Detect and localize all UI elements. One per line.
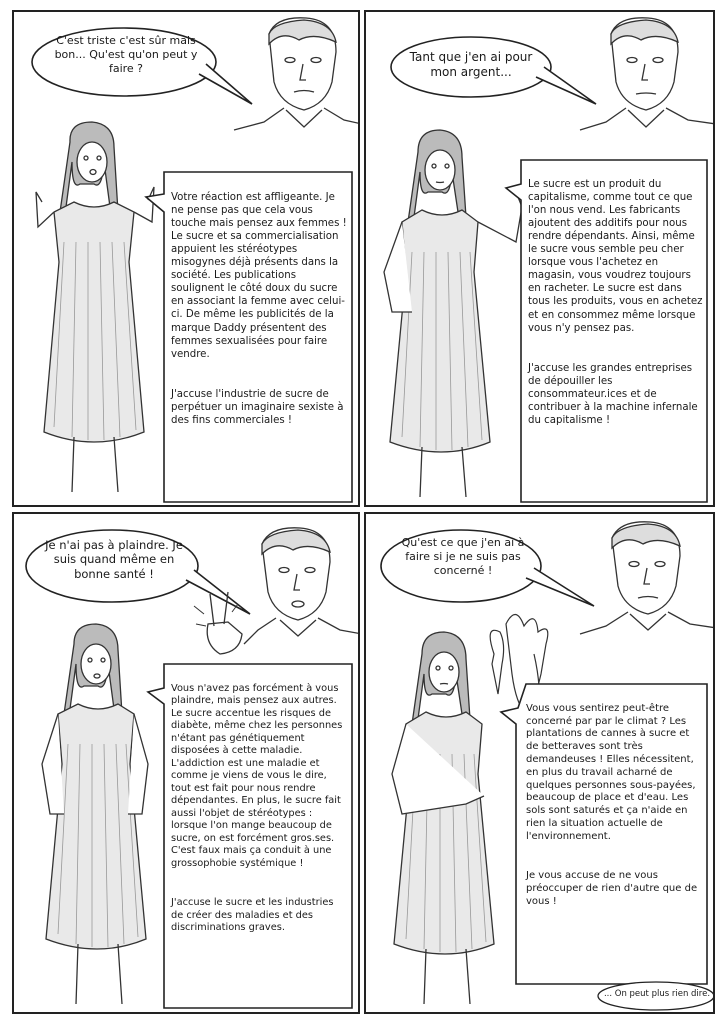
woman-dialogue xyxy=(528,165,703,446)
woman-dialogue xyxy=(171,178,347,446)
panel-3 xyxy=(12,512,360,1014)
man-figure xyxy=(580,522,715,634)
man-dialogue: Qu'est ce que j'en ai à faire si je ne suis pas concerné ! xyxy=(401,536,525,577)
panel-1 xyxy=(12,10,360,507)
woman-accusation: J'accuse l'industrie de sucre de perpétuer un imaginaire sexiste à des fins commerciales ! xyxy=(171,388,344,426)
woman-argument: Vous vous sentirez peut-être concerné par par le climat ? Les plantations de cannes à sucre et de betteraves sont très demandeuses ! Elles nécessitent, en plus du travail acharné de quelques personnes sous-payées, beaucoup de place et d'eau. Les sols sont saturés et ça n'aide en rien la situation actuelle de l'environnement. xyxy=(526,702,696,842)
woman-accusation: Je vous accuse de ne vous préoccuper de rien d'autre que de vous ! xyxy=(526,870,698,907)
man-dialogue: C'est triste c'est sûr mais bon... Qu'est qu'on peut y faire ? xyxy=(54,34,198,75)
man-reply: ... On peut plus rien dire. xyxy=(603,989,711,999)
man-figure xyxy=(580,18,715,130)
man-dialogue: Tant que j'en ai pour mon argent... xyxy=(409,50,533,79)
woman-dialogue xyxy=(171,670,347,953)
woman-dialogue xyxy=(526,690,702,928)
man-figure xyxy=(234,18,360,130)
woman-figure xyxy=(384,130,522,497)
woman-argument: Le sucre est un produit du capitalisme, comme tout ce que l'on nous vend. Les fabricants ajoutent des additifs pour nous rendre dépendants. Ainsi, même le sucre vous semble peu cher lorsque vous l'achetez en magasin, vous voudrez toujours en racheter. Le sucre est dans tous les produits, vous en achetez et en consommez même lorsque vous n'y pensez pas. xyxy=(528,179,703,334)
woman-figure xyxy=(36,122,154,492)
woman-argument: Vous n'avez pas forcément à vous plaindre, mais pensez aux autres. Le sucre accentue les risques de diabète, même chez les personnes n'étant pas génétiquement disposées à cette maladie. L'addiction est une maladie et comme je viens de vous le dire, tout est fait pour nous rendre dépendantes. En plus, le sucre fait aussi l'objet de stéréotypes : lorsque l'on mange beaucoup de sucre, on est forcément gros.ses. C'est faux mais ça conduit à une grossophobie systémique ! xyxy=(171,682,343,869)
woman-figure xyxy=(42,624,148,1004)
man-dialogue: Je n'ai pas à plaindre. Je suis quand même en bonne santé ! xyxy=(45,538,183,581)
panel-2 xyxy=(364,10,715,507)
woman-accusation: J'accuse le sucre et les industries de créer des maladies et des discriminations graves. xyxy=(171,897,334,934)
panel-4 xyxy=(364,512,715,1014)
woman-accusation: J'accuse les grandes entreprises de dépouiller les consommateur.ices et de contribuer à la machine infernale du capitalisme ! xyxy=(528,362,698,426)
woman-figure xyxy=(392,632,494,1004)
woman-argument: Votre réaction est affligeante. Je ne pense pas que cela vous touche mais pensez aux femmes ! Le sucre et sa commercialisation appuient les stéréotypes misogynes déjà présents dans la société. Les publications soulignent le côté doux du sucre en associant la femme avec celui-ci. De même les publicités de la marque Daddy présentent des femmes sexualisées pour faire vendre. xyxy=(171,192,347,360)
